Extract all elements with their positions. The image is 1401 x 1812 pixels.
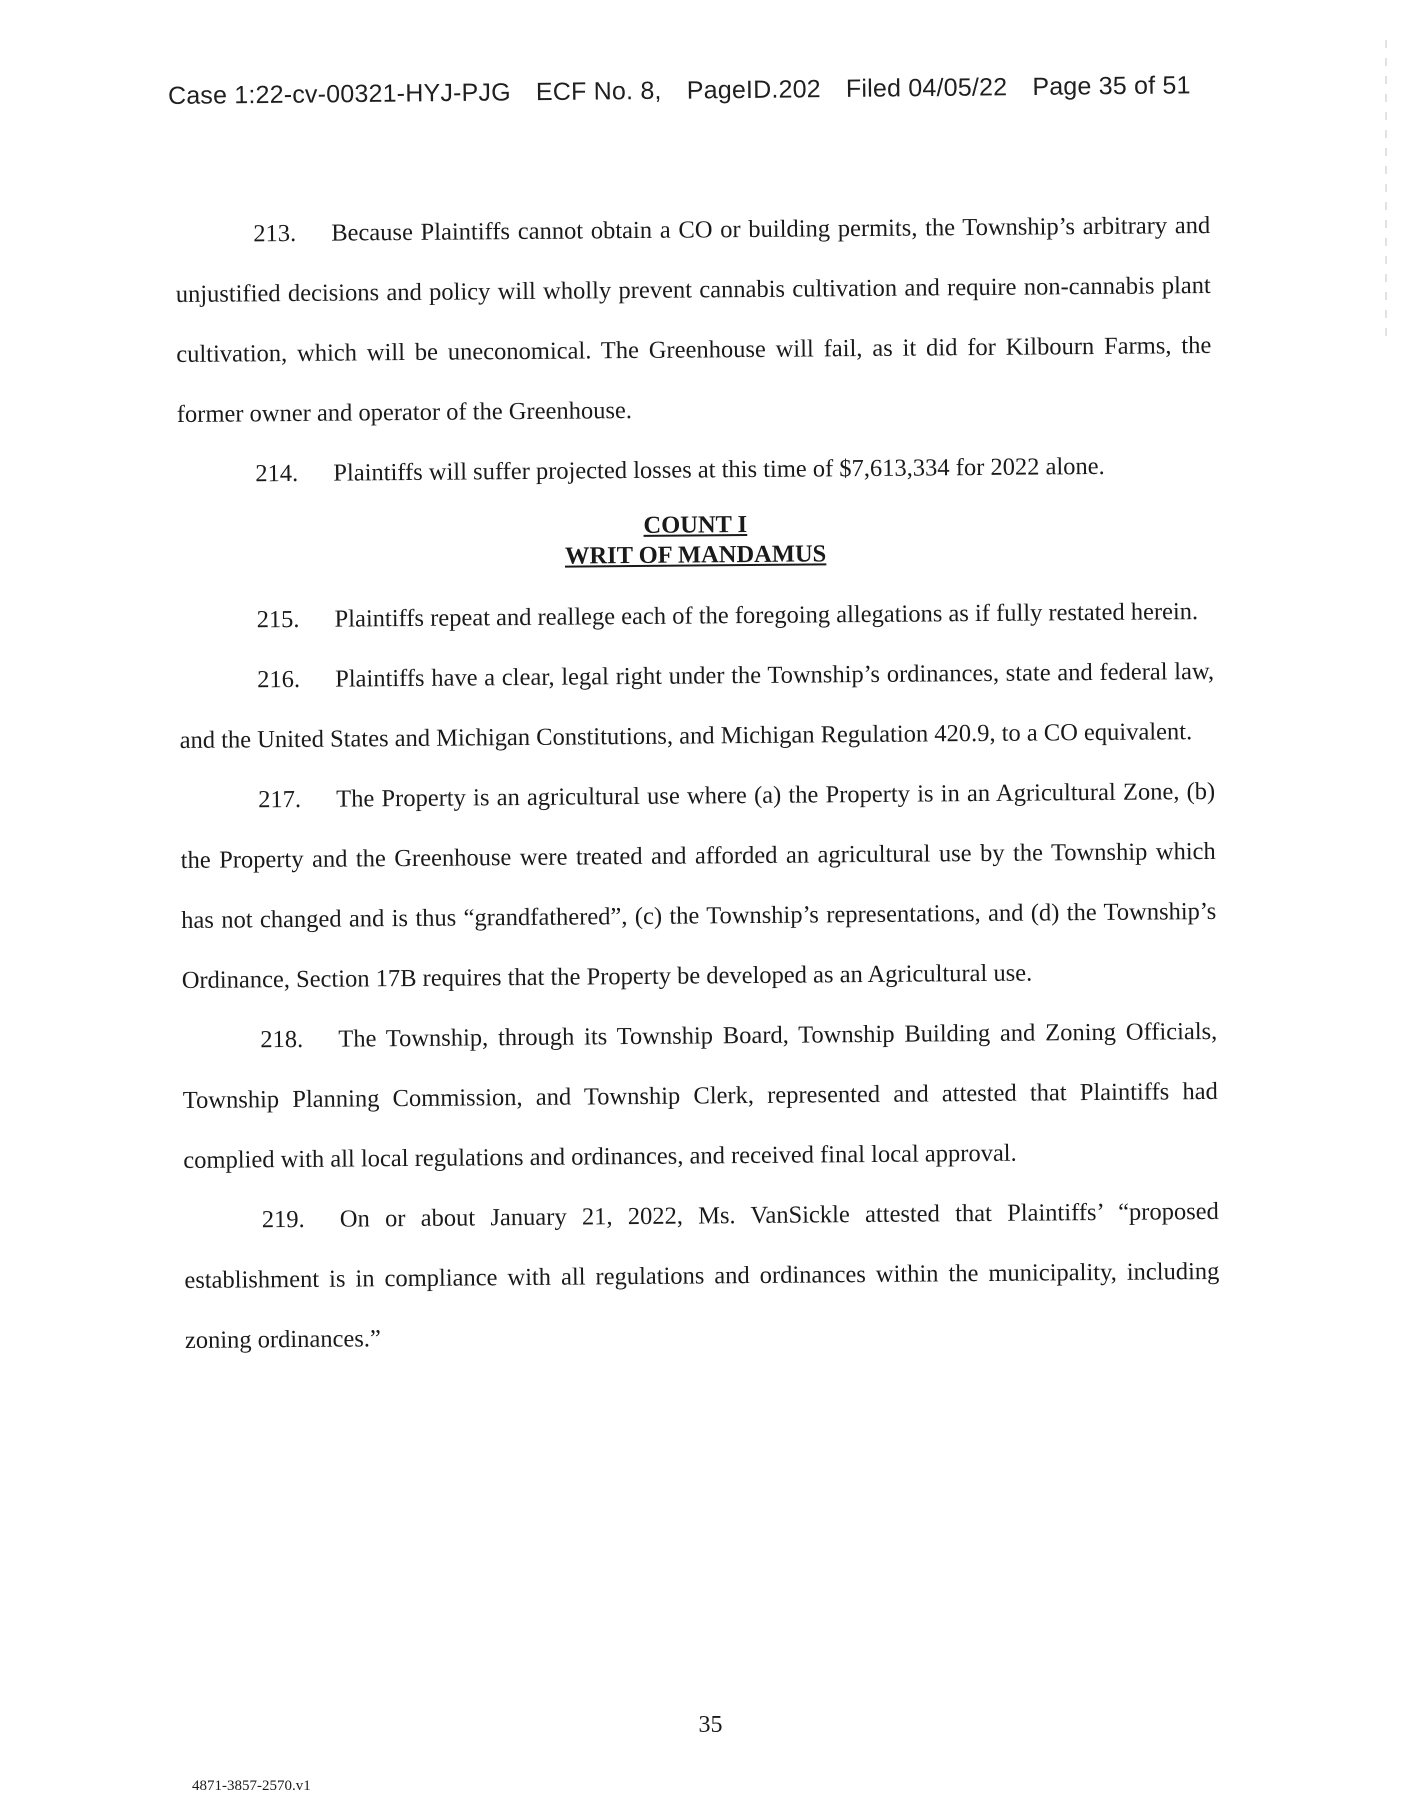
- count-subtitle: WRIT OF MANDAMUS: [564, 540, 827, 570]
- paragraph-text: On or about January 21, 2022, Ms. VanSickle attested that Plaintiffs’ “proposed establishment is in compliance with all regulations and ordinances within the municipality, including zoning ordinances.”: [184, 1197, 1220, 1354]
- document-body: [175, 196, 1220, 1371]
- paragraph-218: [182, 1002, 1219, 1191]
- count-heading: [178, 506, 1213, 575]
- paragraph-215: [178, 582, 1213, 651]
- case-header: [168, 71, 1209, 111]
- paragraph-216: [179, 642, 1215, 771]
- paragraph-214: [177, 436, 1212, 505]
- filed-date: Filed 04/05/22: [845, 73, 1008, 103]
- ecf-number: ECF No. 8,: [535, 76, 662, 107]
- document-id: 4871-3857-2570.v1: [192, 1778, 311, 1794]
- paragraph-number: 216.: [257, 665, 301, 694]
- scan-edge-mark: [1385, 40, 1387, 340]
- case-number: Case 1:22-cv-00321-HYJ-PJG: [167, 78, 511, 110]
- page-id: PageID.202: [686, 75, 821, 105]
- paragraph-text: The Township, through its Township Board, Township Building and Zoning Officials, Township Planning Commission, and Township Clerk, represented and attested that Plaintiffs had complied with all local regulations and ordinances, and received final local approval.: [182, 1017, 1218, 1174]
- page-number: 35: [698, 1712, 723, 1738]
- paragraph-text: Plaintiffs will suffer projected losses at this time of $7,613,334 for 2022 alone.: [333, 452, 1105, 487]
- paragraph-number: 219.: [261, 1205, 305, 1234]
- paragraph-217: [180, 762, 1217, 1011]
- paragraph-text: Plaintiffs have a clear, legal right under the Township’s ordinances, state and federal law, and the United States and Michigan Constitutions, and Michigan Regulation 420.9, to a CO equivalent.: [179, 657, 1215, 754]
- count-title: COUNT I: [643, 511, 748, 539]
- paragraph-number: 214.: [255, 459, 299, 488]
- paragraph-text: Because Plaintiffs cannot obtain a CO or building permits, the Township’s arbitrary and unjustified decisions and policy will wholly prevent cannabis cultivation and require non-cannabis plant cultivation, which will be uneconomical. The Greenhouse will fail, as it did for Kilbourn Farms, the former owner and operator of the Greenhouse.: [175, 211, 1212, 428]
- paragraph-213: [175, 196, 1212, 445]
- paragraph-text: The Property is an agricultural use where (a) the Property is in an Agricultural Zone, (b) the Property and the Greenhouse were treated and afforded an agricultural use by the Township which has not changed and is thus “grandfathered”, (c) the Township’s representations, and (d) the Township’s Ordinance, Section 17B requires that the Property be developed as an Agricultural use.: [180, 777, 1217, 994]
- page-of-total: Page 35 of 51: [1032, 71, 1191, 101]
- paragraph-number: 215.: [256, 605, 300, 634]
- paragraph-number: 217.: [258, 785, 302, 814]
- paragraph-text: Plaintiffs repeat and reallege each of the foregoing allegations as if fully restated herein.: [334, 598, 1199, 633]
- paragraph-219: [184, 1182, 1221, 1371]
- paragraph-number: 213.: [253, 219, 297, 248]
- paragraph-number: 218.: [260, 1025, 304, 1054]
